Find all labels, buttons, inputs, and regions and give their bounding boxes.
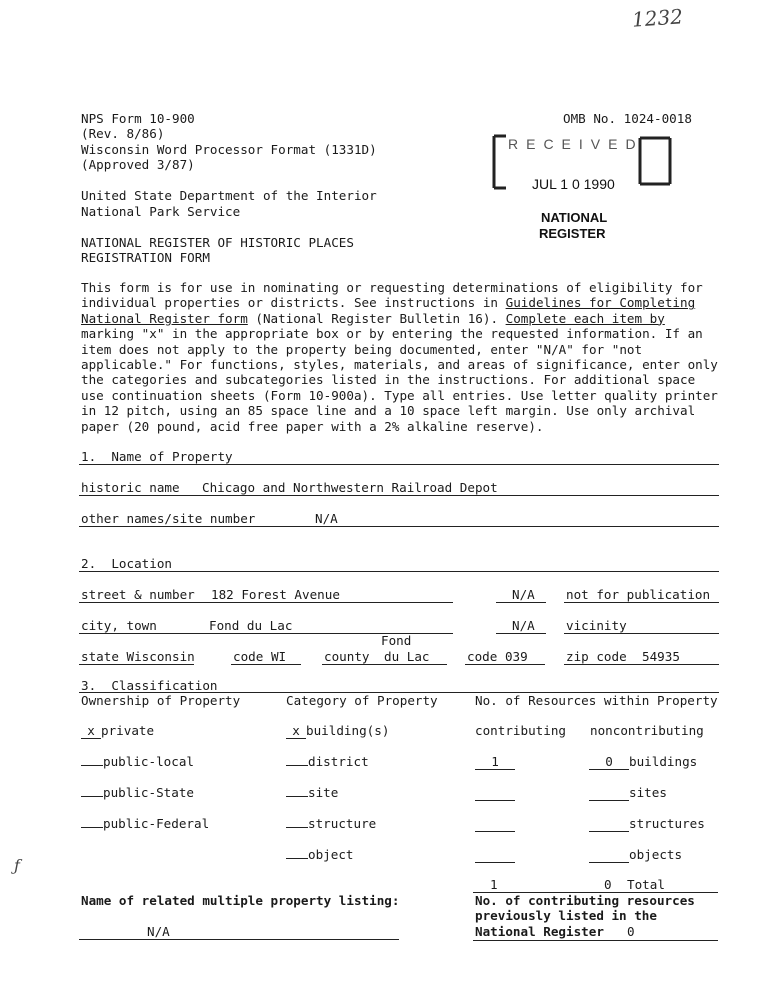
stamp-date: JUL 1 0 1990 <box>532 176 615 192</box>
divider <box>231 664 301 665</box>
form-title: REGISTRATION FORM <box>81 250 210 265</box>
total-contributing[interactable]: 1 <box>490 877 498 892</box>
guidelines-link[interactable]: Guidelines for Completing National Register form <box>81 295 696 326</box>
ownership-public-state[interactable] <box>81 785 194 800</box>
divider <box>79 571 719 572</box>
resources-structures-nc <box>589 816 705 832</box>
state-label <box>81 649 195 664</box>
street-na[interactable]: N/A <box>512 587 535 602</box>
divider <box>496 602 546 603</box>
handwritten-note: 1232 <box>631 4 684 32</box>
code-label: code <box>467 649 498 664</box>
county-code-value[interactable]: 039 <box>504 649 528 664</box>
stamp-received-text: RECEIVED <box>508 136 644 152</box>
street-value[interactable]: 182 Forest Avenue <box>211 587 340 602</box>
instructions-part3: marking "x" in the appropriate box or by entering the requested information. If an item does not apply to the property being documented, enter "N/A" for "not applicable." For functions, styles, materials, and areas of significance, enter only the categories and subcategories listed in the instructions. For additional space use continuation sheets (Form 10-900a). Type all entries. Use letter quality printer in 12 pitch, using an 85 space line and a 10 space left margin. Use only archival paper (20 pound, acid free paper with a 2% alkaline reserve). <box>81 326 718 434</box>
divider <box>79 664 194 665</box>
state-label-text: state <box>81 649 119 664</box>
state-code <box>233 649 286 664</box>
resources-sites <box>475 785 515 801</box>
county-label: county <box>324 649 370 664</box>
code-label: code <box>233 649 264 664</box>
category-object[interactable] <box>286 847 354 862</box>
resources-objects-nc <box>589 847 682 863</box>
ownership-private[interactable] <box>81 723 154 739</box>
ownership-public-federal[interactable] <box>81 816 209 831</box>
ownership-private-label: private <box>101 723 155 738</box>
instructions-part1: This form is for use in nominating or requesting determinations of eligibility for individual properties or districts. See instructions in <box>81 280 703 311</box>
form-format: Wisconsin Word Processor Format (1331D) <box>81 142 377 157</box>
historic-name-value[interactable]: Chicago and Northwestern Railroad Depot <box>202 480 498 495</box>
divider <box>79 939 399 940</box>
contributing-objects[interactable] <box>475 847 515 863</box>
section3-heading: 3. Classification <box>81 678 218 693</box>
section2-heading: 2. Location <box>81 556 172 571</box>
city-value[interactable]: Fond du Lac <box>209 618 293 633</box>
checkbox-public-federal[interactable] <box>81 827 103 828</box>
resources-heading: No. of Resources within Property <box>475 693 718 708</box>
checkbox-object[interactable] <box>286 858 308 859</box>
county-value-line2[interactable]: du Lac <box>384 649 430 664</box>
state-code-value[interactable]: WI <box>270 649 287 664</box>
divider <box>564 602 719 603</box>
divider <box>465 664 545 665</box>
previously-listed-value[interactable]: 0 <box>627 924 635 939</box>
divider <box>473 940 718 941</box>
category-site-label: site <box>308 785 339 800</box>
checkbox-public-local[interactable] <box>81 765 103 766</box>
checkbox-private[interactable]: x <box>81 723 101 739</box>
category-heading: Category of Property <box>286 693 438 708</box>
form-approved: (Approved 3/87) <box>81 157 195 172</box>
contributing-buildings[interactable]: 1 <box>475 754 515 770</box>
department: United State Department of the Interior <box>81 188 377 203</box>
divider <box>79 495 719 496</box>
structures-label: structures <box>629 816 705 831</box>
instructions-complete-each: Complete each item by <box>505 310 665 326</box>
section1-heading: 1. Name of Property <box>81 449 233 464</box>
instructions-paragraph <box>81 280 721 434</box>
not-for-publication: not for publication <box>566 587 711 602</box>
contributing-sites[interactable] <box>475 785 515 801</box>
form-id: NPS Form 10-900 <box>81 111 195 126</box>
resources-buildings-nc <box>589 754 697 770</box>
divider <box>79 464 719 465</box>
county-code <box>467 649 528 664</box>
noncontributing-objects[interactable] <box>589 847 629 863</box>
ownership-public-local[interactable] <box>81 754 194 769</box>
checkbox-district[interactable] <box>286 765 308 766</box>
resources-sites-nc <box>589 785 667 801</box>
instructions-part2: (National Register Bulletin 16). <box>247 310 506 326</box>
other-names-label: other names/site number <box>81 511 256 526</box>
category-structure-label: structure <box>308 816 377 831</box>
other-names-value[interactable]: N/A <box>315 511 338 526</box>
category-site[interactable] <box>286 785 338 800</box>
noncontributing-sites[interactable] <box>589 785 629 801</box>
register-title: NATIONAL REGISTER OF HISTORIC PLACES <box>81 235 354 250</box>
county-value-line1[interactable]: Fond <box>381 633 412 648</box>
category-district-label: district <box>308 754 369 769</box>
divider <box>564 664 719 665</box>
previously-listed-line2: previously listed in the <box>475 908 657 923</box>
state-value[interactable]: Wisconsin <box>126 649 195 664</box>
ownership-public-federal-label: public-Federal <box>103 816 210 831</box>
total-noncontributing[interactable]: 0 <box>604 877 612 892</box>
divider <box>496 633 546 634</box>
historic-name-label: historic name <box>81 480 180 495</box>
previously-listed-line3: National Register <box>475 924 604 939</box>
related-listing-label: Name of related multiple property listing: <box>81 893 400 908</box>
category-object-label: object <box>308 847 354 862</box>
divider <box>564 633 719 634</box>
objects-label: objects <box>629 847 683 862</box>
noncontributing-buildings[interactable]: 0 <box>589 754 629 770</box>
total-label: Total <box>627 877 665 892</box>
resources-buildings <box>475 754 515 770</box>
checkbox-site[interactable] <box>286 796 308 797</box>
divider <box>79 526 719 527</box>
zip-value[interactable]: 54935 <box>642 649 680 664</box>
resources-objects <box>475 847 515 863</box>
ownership-public-local-label: public-local <box>103 754 194 769</box>
city-label: city, town <box>81 618 157 633</box>
noncontributing-structures[interactable] <box>589 816 629 832</box>
service: National Park Service <box>81 204 241 219</box>
stamp-national: NATIONAL <box>541 210 608 225</box>
category-building[interactable] <box>286 723 389 739</box>
omb-number: OMB No. 1024-0018 <box>563 111 692 126</box>
previously-listed-line1: No. of contributing resources <box>475 893 695 908</box>
divider <box>79 602 453 603</box>
category-building-label: building(s) <box>306 723 390 738</box>
divider <box>322 664 447 665</box>
ownership-heading: Ownership of Property <box>81 693 241 708</box>
noncontributing-heading: noncontributing <box>590 723 704 738</box>
related-listing-value[interactable]: N/A <box>147 924 170 939</box>
resources-structures <box>475 816 515 832</box>
received-stamp <box>490 132 680 192</box>
stamp-register: REGISTER <box>539 226 606 241</box>
category-structure[interactable] <box>286 816 376 831</box>
checkbox-structure[interactable] <box>286 827 308 828</box>
buildings-label: buildings <box>629 754 698 769</box>
checkbox-public-state[interactable] <box>81 796 103 797</box>
sites-label: sites <box>629 785 667 800</box>
form-revision: (Rev. 8/86) <box>81 126 165 141</box>
vicinity-label: vicinity <box>566 618 627 633</box>
contributing-structures[interactable] <box>475 816 515 832</box>
contributing-heading: contributing <box>475 723 566 738</box>
street-label: street & number <box>81 587 195 602</box>
zip-label: zip code <box>566 649 627 664</box>
category-district[interactable] <box>286 754 369 769</box>
handwritten-mark: ƒ <box>14 856 20 875</box>
checkbox-building[interactable]: x <box>286 723 306 739</box>
city-na[interactable]: N/A <box>512 618 535 633</box>
ownership-public-state-label: public-State <box>103 785 194 800</box>
